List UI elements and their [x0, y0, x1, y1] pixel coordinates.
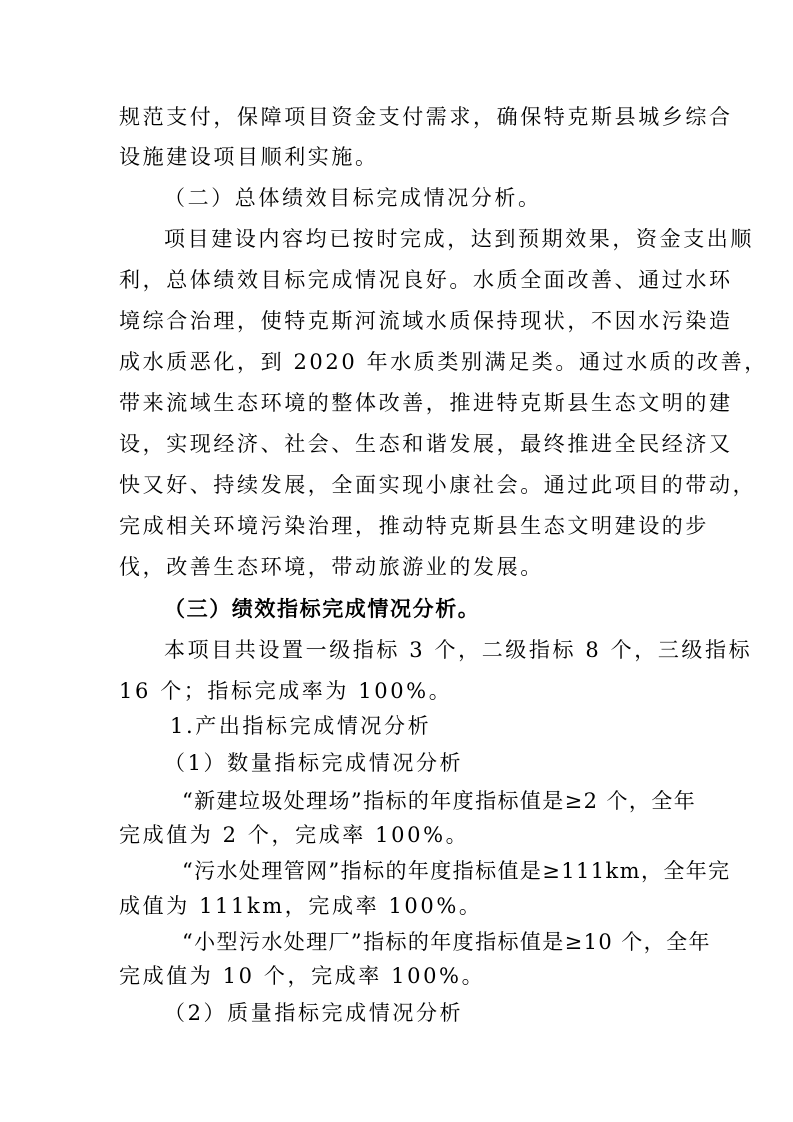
section-heading-3: （三）绩效指标完成情况分析。	[164, 596, 481, 621]
paragraph-line: 伐，改善生态环境，带动旅游业的发展。	[119, 555, 544, 579]
paragraph-line: 完成相关环境污染治理，推动特克斯县生态文明建设的步	[119, 514, 709, 538]
paragraph-line: 境综合治理，使特克斯河流域水质保持现状，不因水污染造	[119, 309, 733, 333]
subheading: （1）数量指标完成情况分析	[164, 751, 464, 775]
paragraph-line: 利，总体绩效目标完成情况良好。水质全面改善、通过水环	[119, 268, 733, 292]
paragraph-line: 设施建设项目顺利实施。	[119, 145, 379, 169]
paragraph-line: 完成值为 2 个，完成率 100%。	[119, 823, 470, 847]
paragraph-line: “小型污水处理厂”指标的年度指标值是≥10 个，全年	[182, 930, 711, 954]
paragraph-line: 完成值为 10 个，完成率 100%。	[119, 964, 486, 988]
section-heading-2: （二）总体绩效目标完成情况分析。	[164, 186, 542, 210]
paragraph-line: “污水处理管网”指标的年度指标值是≥111km，全年完	[182, 859, 731, 883]
paragraph-line: 成水质恶化，到 2020 年水质类别满足类。通过水质的改善，	[119, 350, 768, 374]
paragraph-line: 成值为 111km，完成率 100%。	[119, 894, 483, 918]
paragraph-line: 设，实现经济、社会、生态和谐发展，最终推进全民经济又	[119, 432, 733, 456]
paragraph-line: 规范支付，保障项目资金支付需求，确保特克斯县城乡综合	[119, 105, 733, 129]
subheading: （2）质量指标完成情况分析	[164, 1001, 464, 1025]
paragraph-line: 项目建设内容均已按时完成，达到预期效果，资金支出顺	[164, 227, 754, 251]
paragraph-line: 快又好、持续发展，全面实现小康社会。通过此项目的带动，	[119, 473, 757, 497]
paragraph-line: 带来流域生态环境的整体改善，推进特克斯县生态文明的建	[119, 391, 733, 415]
subheading: 1.产出指标完成情况分析	[170, 714, 432, 738]
paragraph-line: “新建垃圾处理场”指标的年度指标值是≥2 个，全年	[182, 789, 697, 813]
paragraph-line: 16 个；指标完成率为 100%。	[119, 679, 453, 703]
paragraph-line: 本项目共设置一级指标 3 个，二级指标 8 个，三级指标	[164, 638, 753, 662]
